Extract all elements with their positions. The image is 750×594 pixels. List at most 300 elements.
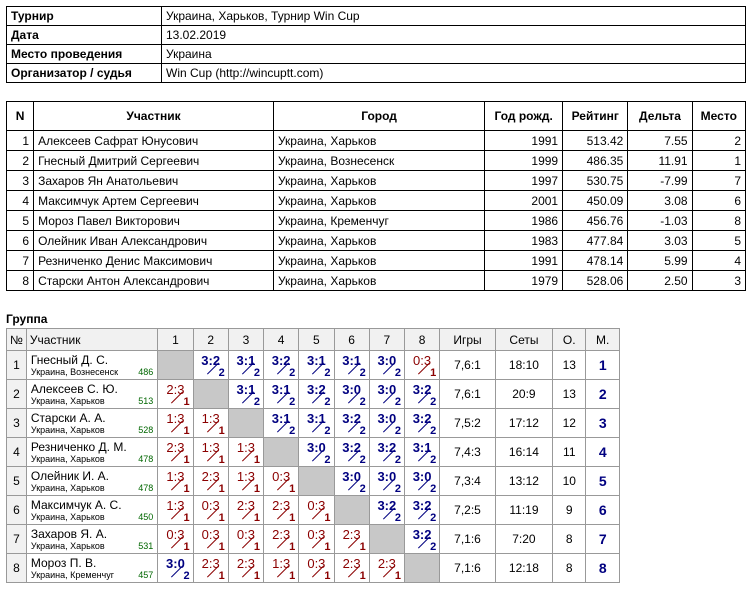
- info-label: Дата: [7, 26, 162, 45]
- match-points: 1: [183, 483, 190, 495]
- cell-name: Алексеев Сафрат Юнусович: [34, 131, 274, 151]
- row-number: 7: [7, 525, 27, 554]
- points-cell: 13: [553, 351, 586, 380]
- match-points: 1: [359, 541, 366, 553]
- self-cell: [193, 380, 228, 409]
- match-points: 2: [430, 425, 437, 437]
- participant-city: Украина, Вознесенск: [30, 367, 119, 377]
- match-score: 3:1: [271, 382, 291, 397]
- cell-city: Украина, Харьков: [273, 171, 484, 191]
- match-result: [193, 525, 228, 554]
- table-row: [7, 191, 746, 211]
- match-result: [193, 351, 228, 380]
- match-score: 0:3: [236, 527, 255, 542]
- cell-place: 4: [692, 251, 745, 271]
- self-cell: [264, 438, 299, 467]
- cell-year: 1983: [485, 231, 563, 251]
- match-score: 3:0: [377, 353, 397, 368]
- match-score: 3:1: [236, 353, 256, 368]
- match-score: 2:3: [272, 527, 291, 542]
- participant-cell: [26, 438, 157, 467]
- table-row: [7, 409, 620, 438]
- participant-city: Украина, Харьков: [30, 512, 105, 522]
- participant-cell: [26, 409, 157, 438]
- match-result: [158, 438, 193, 467]
- match-result: [299, 525, 334, 554]
- cell-n: 3: [7, 171, 34, 191]
- match-points: 1: [218, 454, 225, 466]
- games-cell: 7,1:6: [440, 554, 496, 583]
- match-points: 2: [324, 425, 331, 437]
- col-header-opponent: 7: [369, 329, 404, 351]
- table-row: [7, 251, 746, 271]
- participant-sub: [31, 570, 153, 580]
- match-result: [228, 438, 263, 467]
- games-cell: 7,3:4: [440, 467, 496, 496]
- participant-cell: [26, 525, 157, 554]
- match-result: [334, 438, 369, 467]
- points-cell: 8: [553, 525, 586, 554]
- match-score: 3:1: [271, 411, 291, 426]
- match-points: 2: [289, 396, 296, 408]
- points-cell: 12: [553, 409, 586, 438]
- column-header: Участник: [34, 102, 274, 131]
- match-score: 1:3: [201, 440, 220, 455]
- match-points: 2: [359, 425, 366, 437]
- table-row: [7, 554, 620, 583]
- match-score: 3:0: [166, 556, 185, 571]
- match-result: [193, 496, 228, 525]
- match-score: 3:1: [342, 353, 362, 368]
- points-cell: 9: [553, 496, 586, 525]
- col-header-participant: Участник: [26, 329, 157, 351]
- cell-city: Украина, Вознесенск: [273, 151, 484, 171]
- col-header-sets: Сеты: [495, 329, 552, 351]
- participant-rating: 450: [138, 512, 154, 522]
- cell-n: 1: [7, 131, 34, 151]
- match-result: [404, 438, 439, 467]
- cell-city: Украина, Харьков: [273, 131, 484, 151]
- games-cell: 7,1:6: [440, 525, 496, 554]
- match-result: [404, 409, 439, 438]
- match-result: [228, 496, 263, 525]
- row-number: 2: [7, 380, 27, 409]
- cell-year: 1986: [485, 211, 563, 231]
- participant-name: Резниченко Д. М.: [30, 440, 127, 454]
- place-cell: 5: [586, 467, 620, 496]
- match-score: 1:3: [272, 556, 291, 571]
- match-result: [158, 467, 193, 496]
- group-title: Группа: [6, 312, 48, 326]
- participant-rating: 531: [138, 541, 154, 551]
- match-score: 3:1: [412, 440, 432, 455]
- match-result: [334, 409, 369, 438]
- match-points: 2: [359, 483, 366, 495]
- cell-delta: 7.55: [628, 131, 692, 151]
- match-score: 3:2: [271, 353, 291, 368]
- match-points: 1: [183, 396, 190, 408]
- games-cell: 7,6:1: [440, 380, 496, 409]
- info-value: Украина: [162, 45, 746, 64]
- participant-cell: [26, 351, 157, 380]
- match-result: [369, 554, 404, 583]
- games-cell: 7,6:1: [440, 351, 496, 380]
- match-result: [264, 496, 299, 525]
- table-row: [7, 525, 620, 554]
- games-cell: 7,5:2: [440, 409, 496, 438]
- cell-name: Резниченко Денис Максимович: [34, 251, 274, 271]
- cell-rating: 513.42: [563, 131, 628, 151]
- col-header-opponent: 1: [158, 329, 193, 351]
- participant-city: Украина, Харьков: [30, 396, 105, 406]
- match-points: 2: [430, 454, 437, 466]
- match-points: 1: [394, 570, 401, 582]
- col-header-number: №: [7, 329, 27, 351]
- match-points: 2: [324, 367, 331, 379]
- col-header-place: М.: [586, 329, 620, 351]
- match-points: 1: [289, 512, 296, 524]
- match-score: 0:3: [166, 527, 185, 542]
- cell-name: Мороз Павел Викторович: [34, 211, 274, 231]
- match-score: 3:2: [412, 527, 432, 542]
- match-points: 1: [253, 483, 261, 495]
- match-result: [264, 525, 299, 554]
- match-score: 0:3: [307, 498, 326, 513]
- cell-city: Украина, Харьков: [273, 231, 484, 251]
- match-score: 1:3: [166, 411, 185, 426]
- cell-name: Гнесный Дмитрий Сергеевич: [34, 151, 274, 171]
- match-points: 1: [289, 541, 296, 553]
- participant-name: Старски А. А.: [30, 411, 106, 425]
- match-result: [404, 496, 439, 525]
- match-points: 1: [218, 483, 225, 495]
- match-points: 2: [430, 512, 437, 524]
- info-row: [7, 64, 746, 83]
- participant-rating: 528: [138, 425, 154, 435]
- match-points: 2: [394, 512, 401, 524]
- match-score: 2:3: [201, 469, 220, 484]
- participant-rating: 513: [138, 396, 154, 406]
- cell-name: Максимчук Артем Сергеевич: [34, 191, 274, 211]
- cell-year: 2001: [485, 191, 563, 211]
- match-result: [369, 380, 404, 409]
- cell-delta: -1.03: [628, 211, 692, 231]
- column-header: Место: [692, 102, 745, 131]
- cell-name: Олейник Иван Александрович: [34, 231, 274, 251]
- col-header-games: Игры: [440, 329, 496, 351]
- match-score: 1:3: [166, 498, 185, 513]
- match-result: [299, 438, 334, 467]
- match-result: [334, 467, 369, 496]
- match-result: [404, 351, 439, 380]
- match-score: 2:3: [236, 556, 255, 571]
- match-score: 3:1: [236, 382, 256, 397]
- match-score: 3:0: [306, 440, 326, 455]
- cell-delta: 2.50: [628, 271, 692, 291]
- column-header: Рейтинг: [563, 102, 628, 131]
- match-score: 2:3: [166, 382, 185, 397]
- info-label: Место проведения: [7, 45, 162, 64]
- match-points: 2: [359, 367, 366, 379]
- row-number: 6: [7, 496, 27, 525]
- cell-rating: 456.76: [563, 211, 628, 231]
- column-header: N: [7, 102, 34, 131]
- sets-cell: 18:10: [495, 351, 552, 380]
- row-number: 1: [7, 351, 27, 380]
- match-result: [228, 380, 263, 409]
- info-label: Организатор / судья: [7, 64, 162, 83]
- games-cell: 7,2:5: [440, 496, 496, 525]
- match-result: [369, 496, 404, 525]
- row-number: 4: [7, 438, 27, 467]
- cell-name: Старски Антон Александрович: [34, 271, 274, 291]
- info-value: 13.02.2019: [162, 26, 746, 45]
- match-score: 0:3: [413, 353, 432, 368]
- match-score: 2:3: [272, 498, 291, 513]
- participant-name: Алексеев С. Ю.: [30, 382, 118, 396]
- self-cell: [228, 409, 263, 438]
- match-result: [299, 351, 334, 380]
- participant-sub: [31, 396, 153, 406]
- match-points: 1: [218, 425, 225, 437]
- row-number: 5: [7, 467, 27, 496]
- match-score: 0:3: [272, 469, 291, 484]
- match-result: [334, 351, 369, 380]
- col-header-opponent: 3: [228, 329, 263, 351]
- match-points: 1: [183, 425, 190, 437]
- match-points: 1: [218, 570, 225, 582]
- match-result: [193, 467, 228, 496]
- cell-city: Украина, Кременчуг: [273, 211, 484, 231]
- match-points: 1: [324, 541, 331, 553]
- match-result: [334, 525, 369, 554]
- match-points: 2: [253, 396, 261, 408]
- info-value: Украина, Харьков, Турнир Win Cup: [162, 7, 746, 26]
- participant-sub: [31, 425, 153, 435]
- tournament-info-table: [6, 6, 746, 83]
- match-points: 1: [253, 454, 261, 466]
- match-points: 2: [430, 541, 437, 553]
- match-points: 1: [183, 454, 190, 466]
- cell-rating: 477.84: [563, 231, 628, 251]
- match-result: [299, 409, 334, 438]
- info-value: Win Cup (http://wincuptt.com): [162, 64, 746, 83]
- match-score: 3:2: [201, 353, 221, 368]
- match-score: 3:2: [342, 440, 362, 455]
- match-points: 2: [359, 454, 366, 466]
- participant-sub: [31, 541, 153, 551]
- match-score: 1:3: [201, 411, 220, 426]
- group-crosstable: [6, 328, 620, 583]
- row-number: 8: [7, 554, 27, 583]
- participant-rating: 478: [138, 483, 154, 493]
- cell-n: 5: [7, 211, 34, 231]
- self-cell: [404, 554, 439, 583]
- table-row: [7, 467, 620, 496]
- sets-cell: 11:19: [495, 496, 552, 525]
- match-points: 2: [289, 425, 296, 437]
- match-result: [228, 351, 263, 380]
- match-result: [369, 438, 404, 467]
- place-cell: 4: [586, 438, 620, 467]
- table-row: [7, 351, 620, 380]
- match-score: 0:3: [201, 498, 220, 513]
- participant-city: Украина, Кременчуг: [30, 570, 115, 580]
- participant-name: Захаров Я. А.: [30, 527, 108, 541]
- self-cell: [369, 525, 404, 554]
- match-score: 1:3: [236, 469, 255, 484]
- match-score: 3:0: [377, 411, 397, 426]
- cell-place: 8: [692, 211, 745, 231]
- cell-rating: 528.06: [563, 271, 628, 291]
- match-score: 0:3: [307, 556, 326, 571]
- match-score: 0:3: [201, 527, 220, 542]
- match-result: [299, 496, 334, 525]
- participant-city: Украина, Харьков: [30, 425, 105, 435]
- participant-name: Мороз П. В.: [30, 556, 97, 570]
- col-header-opponent: 6: [334, 329, 369, 351]
- match-score: 3:0: [377, 469, 397, 484]
- match-points: 2: [253, 367, 261, 379]
- match-result: [193, 409, 228, 438]
- cell-place: 5: [692, 231, 745, 251]
- match-points: 1: [218, 512, 225, 524]
- sets-cell: 7:20: [495, 525, 552, 554]
- cell-n: 6: [7, 231, 34, 251]
- cell-year: 1979: [485, 271, 563, 291]
- cell-year: 1991: [485, 131, 563, 151]
- match-result: [369, 409, 404, 438]
- match-score: 3:0: [412, 469, 432, 484]
- place-cell: 1: [586, 351, 620, 380]
- match-score: 3:2: [412, 498, 432, 513]
- match-points: 2: [394, 425, 401, 437]
- place-cell: 2: [586, 380, 620, 409]
- match-result: [158, 525, 193, 554]
- cell-place: 2: [692, 131, 745, 151]
- table-row: [7, 380, 620, 409]
- self-cell: [299, 467, 334, 496]
- match-result: [228, 525, 263, 554]
- cell-n: 8: [7, 271, 34, 291]
- match-points: 1: [289, 483, 296, 495]
- match-score: 3:2: [306, 382, 326, 397]
- place-cell: 3: [586, 409, 620, 438]
- match-points: 2: [394, 483, 401, 495]
- match-points: 1: [430, 367, 437, 379]
- sets-cell: 12:18: [495, 554, 552, 583]
- cell-delta: 3.03: [628, 231, 692, 251]
- match-result: [404, 525, 439, 554]
- match-points: 1: [253, 570, 261, 582]
- match-points: 2: [183, 570, 190, 582]
- match-result: [158, 380, 193, 409]
- cell-place: 1: [692, 151, 745, 171]
- match-result: [228, 467, 263, 496]
- match-score: 3:2: [412, 382, 432, 397]
- cell-city: Украина, Харьков: [273, 191, 484, 211]
- participant-city: Украина, Харьков: [30, 454, 105, 464]
- place-cell: 6: [586, 496, 620, 525]
- match-result: [158, 554, 193, 583]
- match-score: 2:3: [377, 556, 396, 571]
- match-result: [369, 467, 404, 496]
- match-score: 3:0: [342, 382, 362, 397]
- table-row: [7, 496, 620, 525]
- self-cell: [158, 351, 193, 380]
- place-cell: 7: [586, 525, 620, 554]
- cell-city: Украина, Харьков: [273, 251, 484, 271]
- participant-cell: [26, 496, 157, 525]
- cell-rating: 450.09: [563, 191, 628, 211]
- match-result: [158, 496, 193, 525]
- cell-place: 7: [692, 171, 745, 191]
- cell-delta: 11.91: [628, 151, 692, 171]
- match-score: 2:3: [342, 556, 361, 571]
- col-header-points: О.: [553, 329, 586, 351]
- table-row: [7, 211, 746, 231]
- col-header-opponent: 5: [299, 329, 334, 351]
- match-points: 1: [324, 512, 331, 524]
- points-cell: 10: [553, 467, 586, 496]
- col-header-opponent: 2: [193, 329, 228, 351]
- cell-city: Украина, Харьков: [273, 271, 484, 291]
- participant-sub: [31, 512, 153, 522]
- column-header: Город: [273, 102, 484, 131]
- match-score: 3:1: [306, 353, 326, 368]
- match-points: 2: [430, 396, 437, 408]
- match-score: 3:0: [377, 382, 397, 397]
- cell-n: 2: [7, 151, 34, 171]
- self-cell: [334, 496, 369, 525]
- participants-table: [6, 101, 746, 291]
- match-score: 2:3: [342, 527, 361, 542]
- match-score: 2:3: [166, 440, 185, 455]
- points-cell: 8: [553, 554, 586, 583]
- cell-delta: 5.99: [628, 251, 692, 271]
- match-result: [334, 554, 369, 583]
- match-points: 2: [430, 483, 437, 495]
- participant-sub: [31, 483, 153, 493]
- match-points: 2: [394, 367, 401, 379]
- participant-name: Олейник И. А.: [30, 469, 109, 483]
- match-points: 1: [183, 512, 190, 524]
- match-result: [264, 409, 299, 438]
- match-score: 3:1: [306, 411, 326, 426]
- table-row: [7, 151, 746, 171]
- participant-name: Гнесный Д. С.: [30, 353, 109, 367]
- match-points: 2: [324, 396, 331, 408]
- match-result: [228, 554, 263, 583]
- match-points: 1: [253, 512, 261, 524]
- participant-sub: [31, 367, 153, 377]
- points-cell: 11: [553, 438, 586, 467]
- participant-cell: [26, 380, 157, 409]
- games-cell: 7,4:3: [440, 438, 496, 467]
- match-score: 1:3: [236, 440, 255, 455]
- participant-city: Украина, Харьков: [30, 483, 105, 493]
- match-result: [193, 554, 228, 583]
- table-row: [7, 231, 746, 251]
- match-points: 2: [394, 454, 401, 466]
- match-result: [158, 409, 193, 438]
- match-result: [404, 467, 439, 496]
- match-points: 2: [289, 367, 296, 379]
- table-row: [7, 171, 746, 191]
- match-points: 2: [218, 367, 225, 379]
- match-result: [299, 380, 334, 409]
- match-result: [193, 438, 228, 467]
